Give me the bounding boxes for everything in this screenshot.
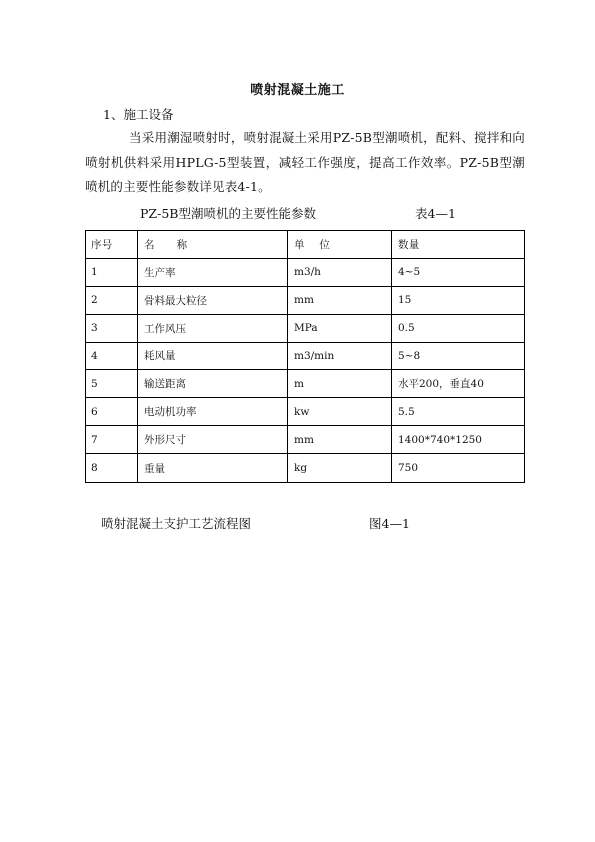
cell-index: 3: [86, 315, 138, 342]
cell-name: 外形尺寸: [138, 426, 288, 453]
table-row: [86, 398, 524, 426]
cell-quantity: 5~8: [398, 349, 421, 362]
cell-unit: MPa: [288, 315, 392, 342]
cell-index: 1: [86, 259, 138, 286]
cell-index: 6: [86, 398, 138, 425]
figure-number: 图4—1: [369, 516, 410, 531]
header-cell-name: 名 称: [138, 231, 288, 258]
table-row: [86, 343, 524, 371]
cell-quantity: 水平200，垂直40: [398, 378, 484, 391]
cell-index: 8: [86, 454, 138, 482]
parameter-table: [85, 230, 525, 483]
header-cell-index: 序号: [86, 231, 138, 258]
header-cell-unit: 单 位: [288, 231, 392, 258]
cell-unit: mm: [288, 426, 392, 453]
cell-name: 电动机功率: [138, 398, 288, 425]
cell-name: 输送距离: [138, 370, 288, 397]
figure-caption: 喷射混凝土支护工艺流程图: [101, 516, 252, 531]
cell-unit: m3/h: [288, 259, 392, 286]
cell-name: 骨料最大粒径: [138, 287, 288, 314]
cell-index: 4: [86, 343, 138, 370]
cell-unit: kw: [288, 398, 392, 425]
cell-quantity: 1400*740*1250: [398, 433, 482, 446]
cell-unit: kg: [288, 454, 392, 482]
cell-index: 5: [86, 370, 138, 397]
cell-quantity: 750: [398, 462, 419, 475]
section-heading: 1、施工设备: [103, 107, 174, 122]
table-row: [86, 454, 524, 482]
table-row: [86, 287, 524, 315]
cell-unit: m: [288, 370, 392, 397]
cell-name: 工作风压: [138, 315, 288, 342]
cell-quantity: 5.5: [398, 405, 415, 418]
document-title: 喷射混凝土施工: [250, 83, 345, 98]
cell-quantity: 4~5: [398, 266, 421, 279]
table-row: [86, 370, 524, 398]
cell-quantity: 15: [398, 294, 412, 307]
cell-quantity: 0.5: [398, 322, 415, 335]
table-caption: PZ-5B型潮喷机的主要性能参数: [140, 206, 316, 221]
table-row: [86, 259, 524, 287]
table-header-row: [86, 231, 524, 259]
table-number: 表4—1: [415, 206, 456, 221]
cell-unit: mm: [288, 287, 392, 314]
body-paragraph: 当采用潮湿喷射时，喷射混凝土采用PZ-5B型潮喷机，配料、搅拌和向喷射机供料采用HPLG-5型装置，减轻工作强度，提高工作效率。PZ-5B型潮喷机的主要性能参数详见表4-1。: [85, 130, 525, 194]
cell-index: 2: [86, 287, 138, 314]
cell-unit: m3/min: [288, 343, 392, 370]
cell-name: 耗风量: [138, 343, 288, 370]
cell-name: 重量: [138, 454, 288, 482]
header-cell-quantity: 数量: [398, 238, 420, 251]
cell-name: 生产率: [138, 259, 288, 286]
cell-index: 7: [86, 426, 138, 453]
table-row: [86, 426, 524, 454]
table-row: [86, 315, 524, 343]
